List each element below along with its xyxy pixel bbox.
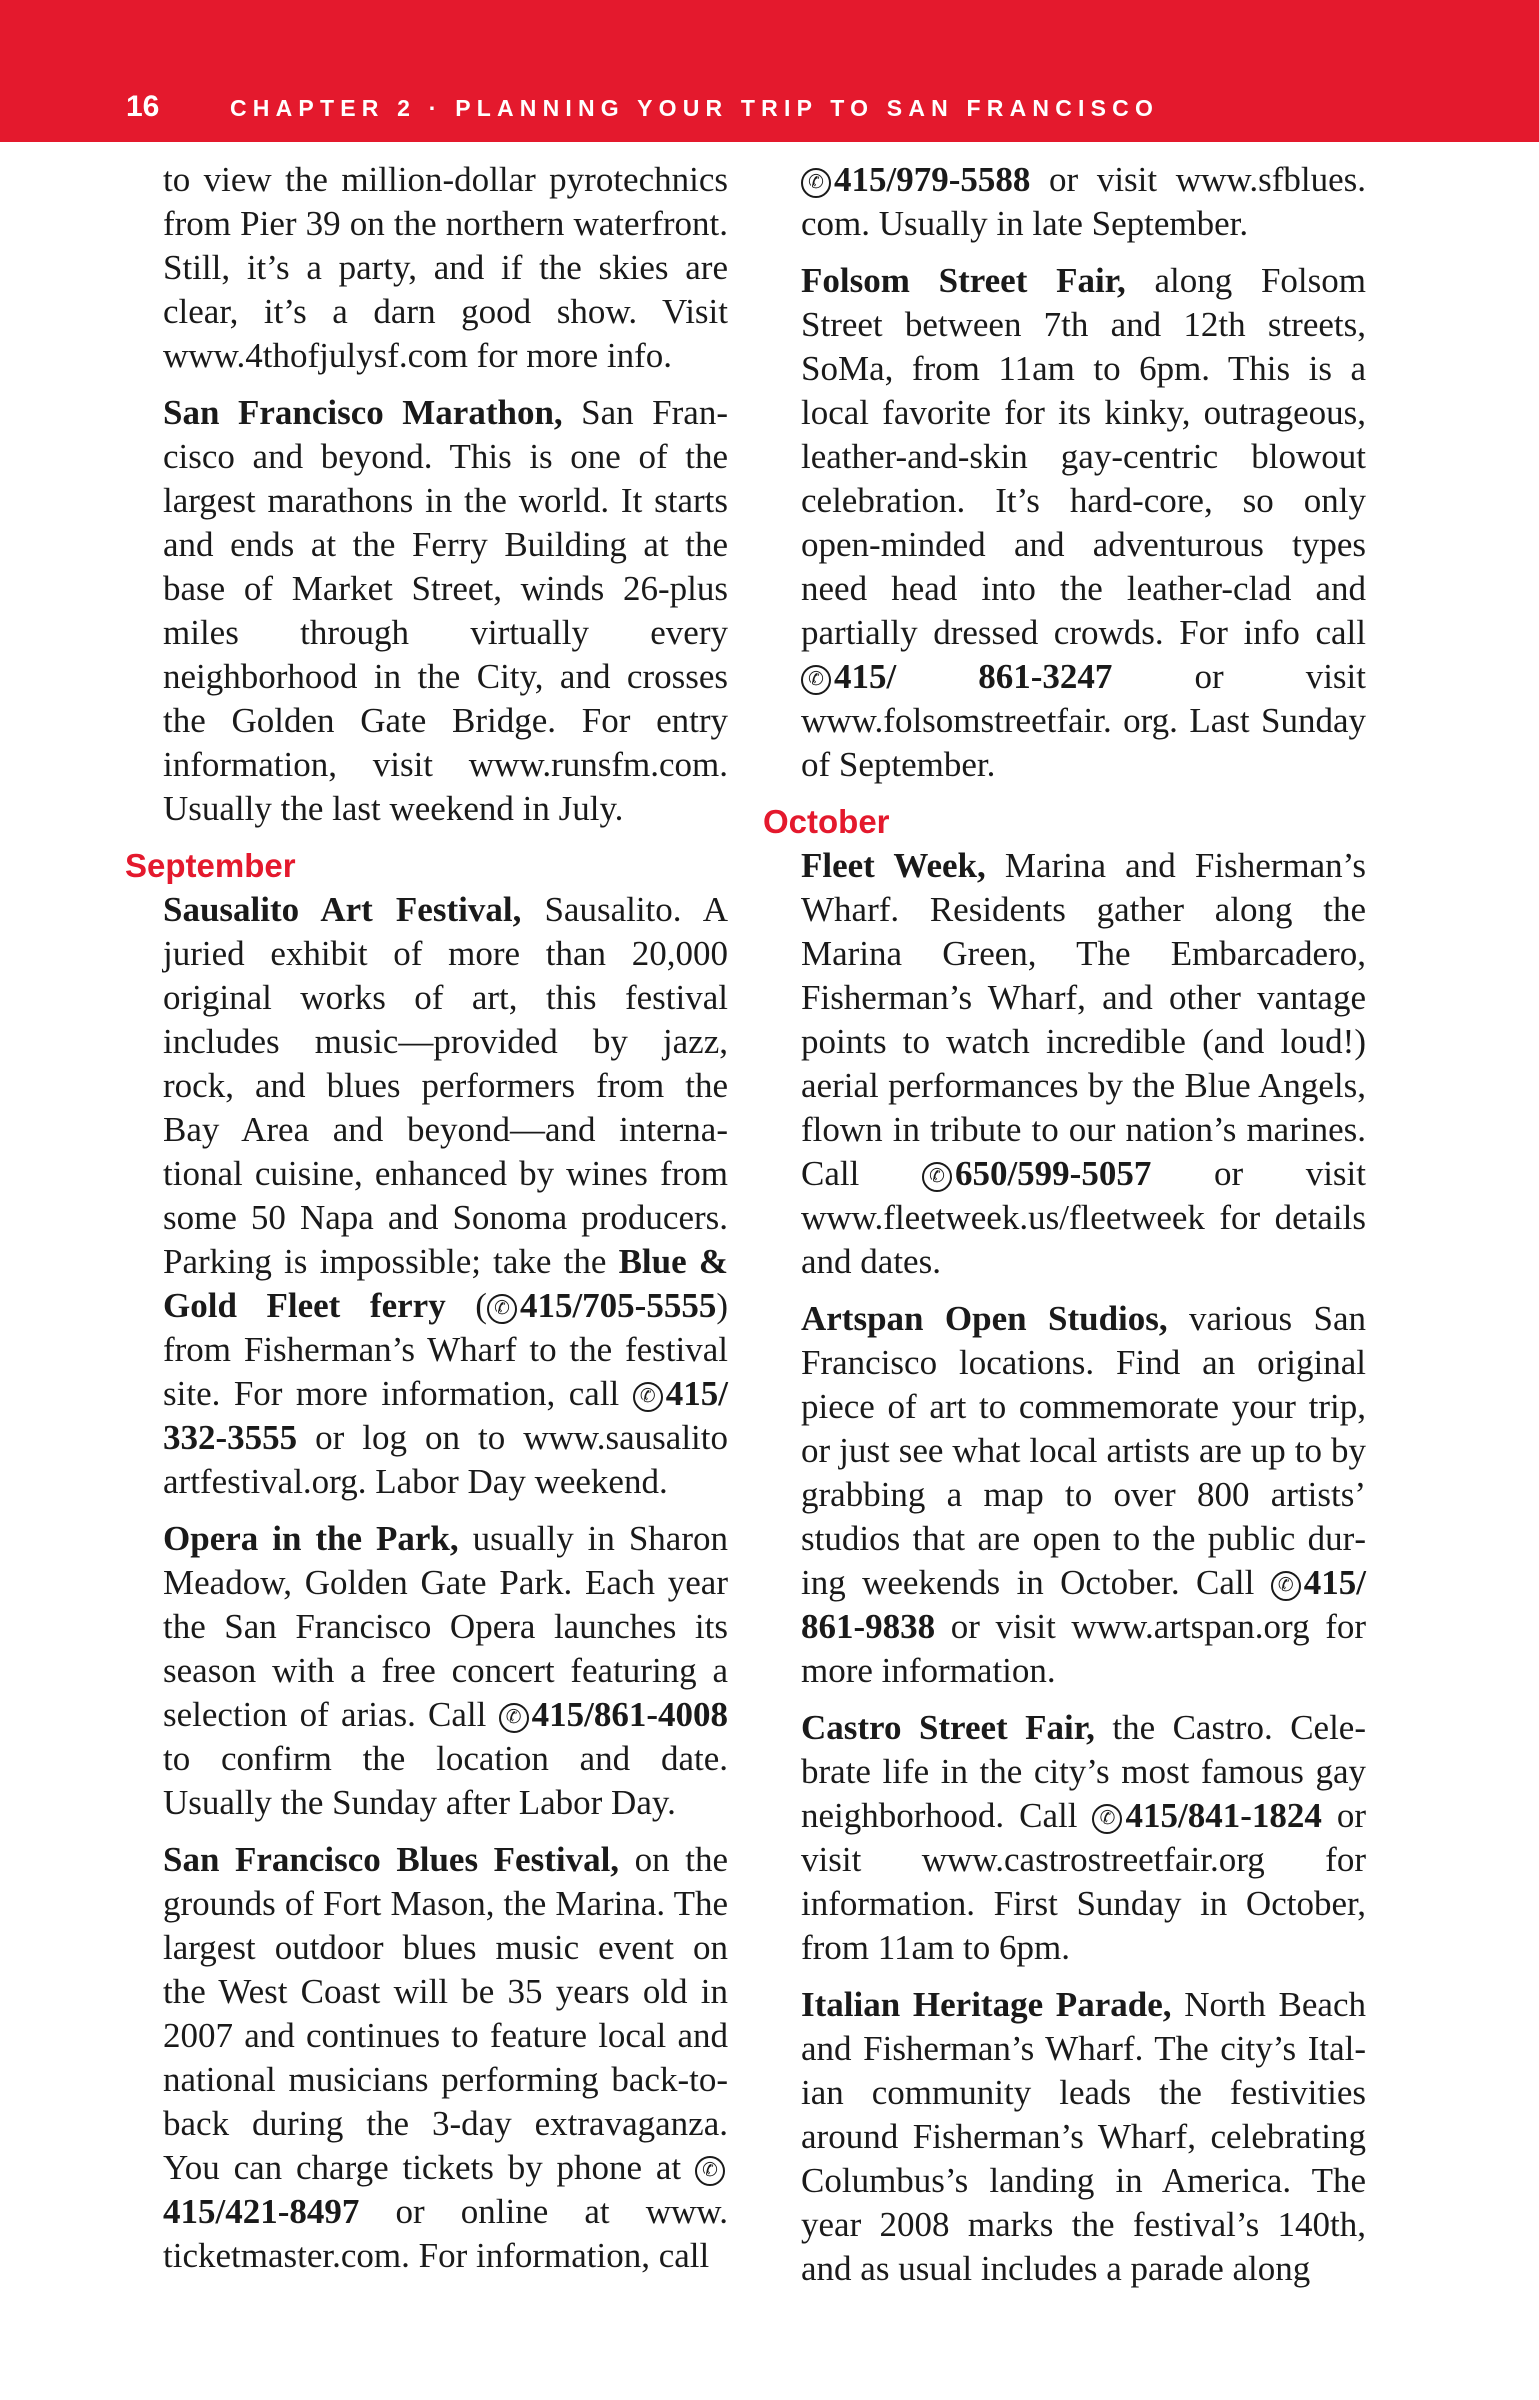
phone-icon: ✆ <box>922 1162 952 1192</box>
phone-icon: ✆ <box>1092 1804 1122 1834</box>
event-sausalito-art-festival: Sausalito Art Festival, Sausalito. A juried exhibit of more than 20,000 original works of art, this festival includes music—provided by jazz, rock, and blues performers from the Bay Area and beyond—and international cuisine, enhanced by wines from some 50 Napa and Sonoma producers. Parking is impossible; take the Blue & Gold Fleet ferry ( ✆ 415/705-5555) from Fisherman’s Wharf to the festival site. For more information, call ✆ 415/ 332-3555 or log on to www.sausalito artfestival.org. Labor Day weekend. <box>163 890 728 1501</box>
event-title: Fleet Week, <box>801 846 986 885</box>
event-title: Sausalito Art Festival, <box>163 890 522 929</box>
phone-number: 415/421-8497 <box>163 2192 360 2231</box>
left-column <box>125 158 728 2291</box>
phone-number: 650/599-5057 <box>954 1154 1152 1193</box>
event-title: Artspan Open Studios, <box>801 1299 1168 1338</box>
event-title: Castro Street Fair, <box>801 1708 1095 1747</box>
event-folsom-street-fair: Folsom Street Fair, along Folsom Street between 7th and 12th streets, SoMa, from 11am to 6pm. This is a local favorite for its kinky, outrageous, leather-and-skin gay-centric blowout celebration. It’s hard-core, so only open-minded and adventurous types need head into the leather-clad and partially dressed crowds. For info call ✆ 415/ 861-3247 or visit www.folsomstreetfair. org. Last Sunday of September. <box>801 261 1366 784</box>
event-title: Opera in the Park, <box>163 1519 459 1558</box>
event-title: San Francisco Blues Festival, <box>163 1840 620 1879</box>
phone-number: 415/705-5555 <box>519 1286 717 1325</box>
event-title: Folsom Street Fair, <box>801 261 1126 300</box>
chapter-header-bar <box>0 0 1539 142</box>
event-castro-street-fair: Castro Street Fair, the Castro. Celebrate life in the city’s most famous gay neighborhood. Call ✆ 415/841-1824 or visit www.castrostreetfair.org for information. First Sunday in October, from 11am to 6pm. <box>801 1708 1366 1967</box>
page-number: 16 <box>126 90 160 123</box>
phone-icon: ✆ <box>801 168 831 198</box>
phone-icon: ✆ <box>695 2156 725 2186</box>
event-fleet-week: Fleet Week, Marina and Fisherman’s Wharf. Residents gather along the Marina Green, The Embarcadero, Fisherman’s Wharf, and other vantage points to watch incredible (and loud!) aerial performances by the Blue Angels, flown in tribute to our nation’s marines. Call ✆ 650/599-5057 or visit www.fleetweek.us/fleetweek for details and dates. <box>801 846 1366 1281</box>
month-heading-september: September <box>125 847 296 884</box>
phone-icon: ✆ <box>487 1294 517 1324</box>
event-sf-blues-festival: San Francisco Blues Festival, on the grounds of Fort Mason, the Marina. The largest outdoor blues music event on the West Coast will be 35 years old in 2007 and continues to feature local and national musicians performing back-to-back during the 3-day extravaganza. You can charge tickets by phone at ✆415/421-8497 or online at www. ticketmaster.com. For information, call <box>163 1840 728 2275</box>
event-title: Italian Heritage Parade, <box>801 1985 1172 2024</box>
phone-icon: ✆ <box>499 1703 529 1733</box>
event-artspan-open-studios: Artspan Open Studios, various San Francisco locations. Find an original piece of art to commemorate your trip, or just see what local artists are up to by grabbing a map to over 800 artists’ studios that are open to the public during weekends in October. Call ✆ 415/ 861-9838 or visit www.artspan.org for more information. <box>801 1299 1366 1690</box>
fourth-of-july-text: to view the million-dollar pyrotechnics from Pier 39 on the northern waterfront. Still, it’s a party, and if the skies are clear, it’s a darn good show. Visit www.4thofjulysf.com for more info. <box>163 160 728 375</box>
event-title: San Francisco Marathon, <box>163 393 563 432</box>
event-sf-marathon: San Francisco Marathon, San Francisco and beyond. This is one of the largest marathons in the world. It starts and ends at the Ferry Building at the base of Market Street, winds 26-plus miles through virtually every neighborhood in the City, and crosses the Golden Gate Bridge. For entry information, visit www.runsfm.com. Usually the last weekend in July. <box>163 393 728 828</box>
phone-number: 415/ 861-3247 <box>834 657 1113 696</box>
event-opera-in-the-park: Opera in the Park, usually in Sharon Meadow, Golden Gate Park. Each year the San Francisco Opera launches its season with a free concert featuring a selection of arias. Call ✆ 415/861-4008 to confirm the location and date. Usually the Sunday after Labor Day. <box>163 1519 728 1822</box>
phone-number: 415/ 332-3555 <box>163 1374 728 1457</box>
right-column <box>763 158 1367 2304</box>
event-sf-blues-festival-cont: ✆ 415/979-5588 or visit www.sfblues. com. Usually in late September. <box>801 160 1366 243</box>
phone-icon: ✆ <box>633 1382 663 1412</box>
phone-number: 415/861-4008 <box>531 1695 728 1734</box>
month-heading-october: October <box>763 803 890 840</box>
event-italian-heritage-parade: Italian Heritage Parade, North Beach and Fisherman’s Wharf. The city’s Italian community leads the festivities around Fisherman’s Wharf, celebrating Columbus’s landing in America. The year 2008 marks the festival’s 140th, and as usual includes a parade along <box>801 1985 1367 2288</box>
running-head: CHAPTER 2 · PLANNING YOUR TRIP TO SAN FRANCISCO <box>230 95 1160 121</box>
phone-number: 415/ 861-9838 <box>801 1563 1366 1646</box>
phone-icon: ✆ <box>801 665 831 695</box>
phone-number: 415/841-1824 <box>1125 1796 1322 1835</box>
phone-number: 415/979-5588 <box>834 160 1031 199</box>
phone-icon: ✆ <box>1271 1571 1301 1601</box>
